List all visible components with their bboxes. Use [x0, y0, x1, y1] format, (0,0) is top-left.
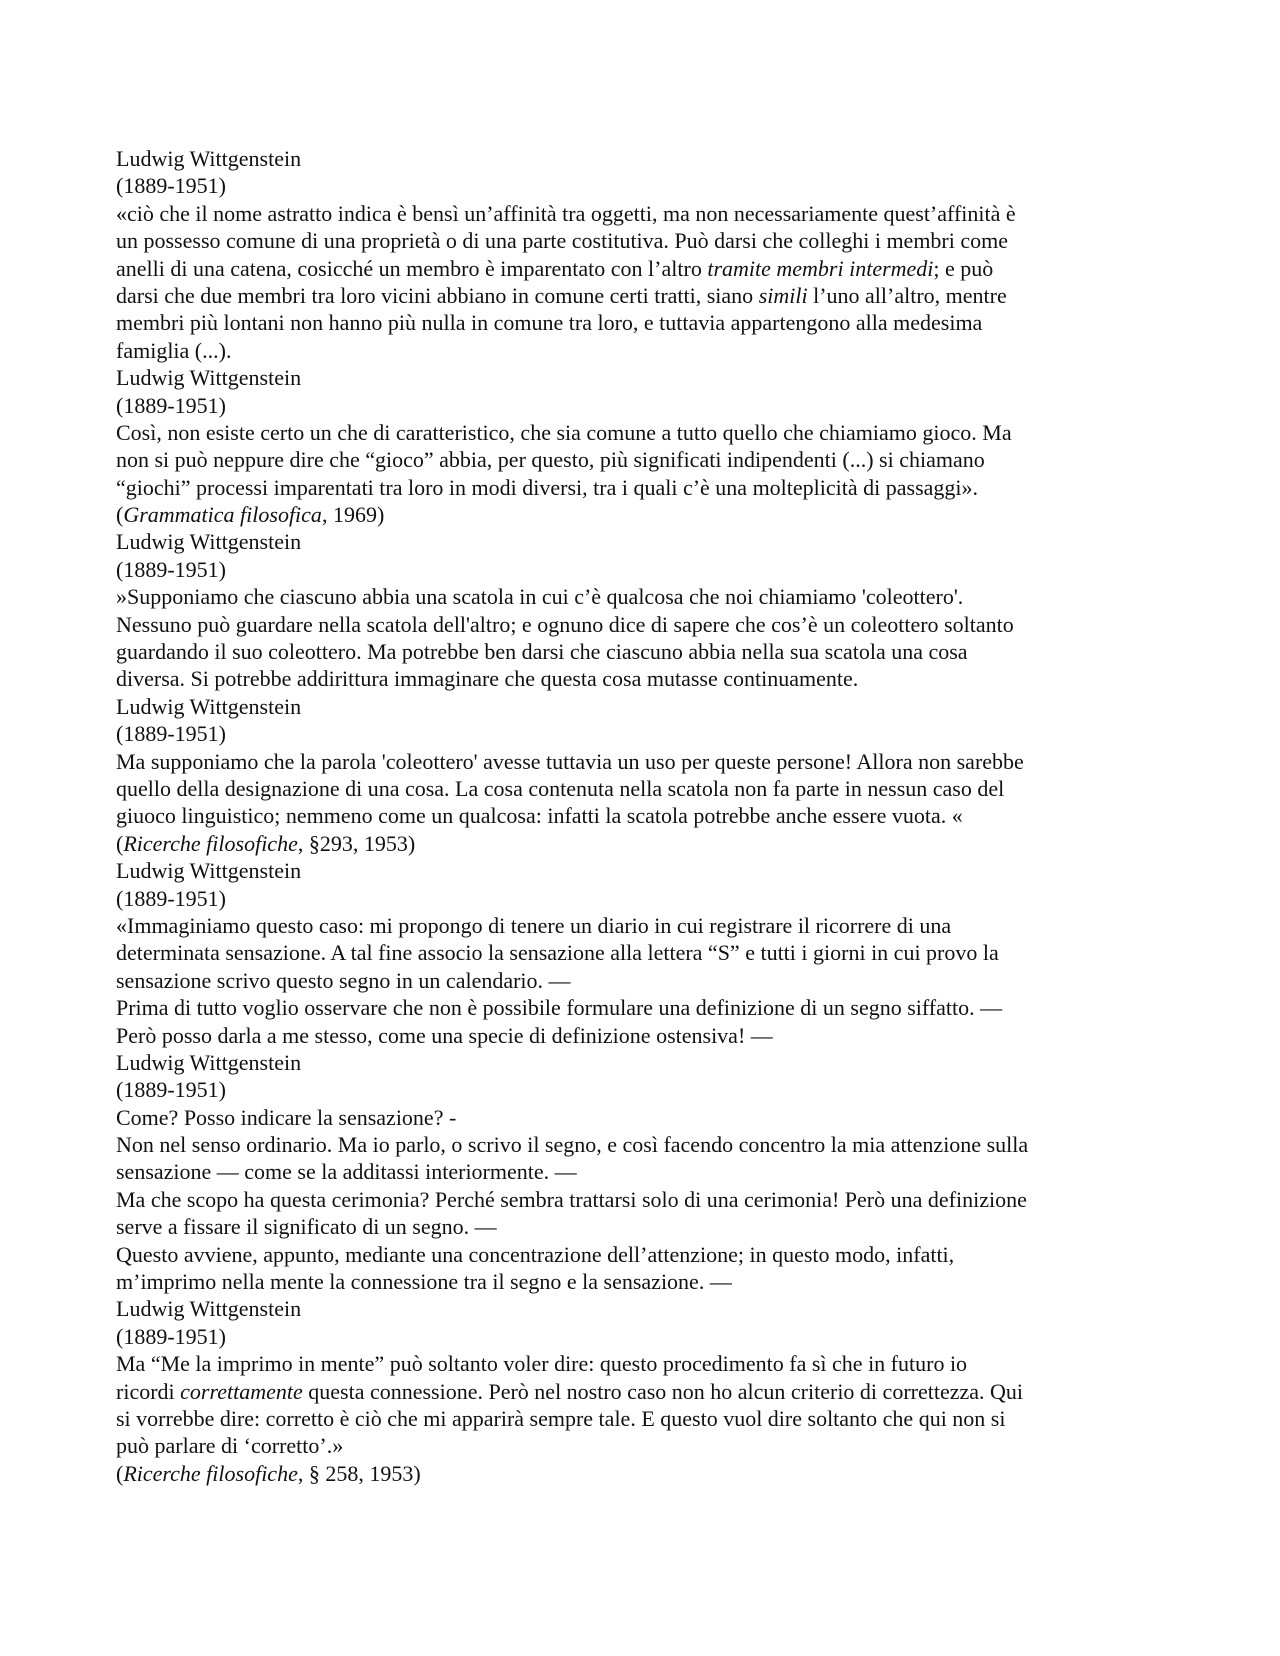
book-title: Ricerche filosofiche	[123, 1460, 298, 1486]
author-dates: (1889-1951)	[116, 1323, 226, 1349]
quote-line: Ma supponiamo che la parola 'coleottero' avesse tuttavia un uso per queste persone! Allora non sarebbe	[116, 748, 1024, 774]
quote-text: ricordi	[116, 1378, 181, 1404]
citation-year: , 1969)	[321, 502, 385, 528]
quote-line: serve a fissare il significato di un segno. —	[116, 1214, 497, 1240]
author-dates: (1889-1951)	[116, 556, 226, 582]
quote-line: «Immaginiamo questo caso: mi propongo di tenere un diario in cui registrare il ricorrere di una	[116, 912, 952, 938]
author-name: Ludwig Wittgenstein	[116, 365, 302, 391]
quote-line: Nessuno può guardare nella scatola dell'altro; e ognuno dice di sapere che cos’è un coleottero soltanto	[116, 611, 1014, 637]
emphasis-text: tramite membri intermedi	[707, 255, 934, 281]
author-name: Ludwig Wittgenstein	[116, 693, 302, 719]
quote-line: membri più lontani non hanno più nulla in comune tra loro, e tuttavia appartengono alla medesima	[116, 310, 983, 336]
document-body	[116, 145, 1176, 1487]
citation-paren: (	[116, 502, 124, 528]
quote-line: si vorrebbe dire: corretto è ciò che mi apparirà sempre tale. E questo vuol dire soltanto che qui non si	[116, 1405, 1006, 1431]
quote-line: Ma “Me la imprimo in mente” può soltanto voler dire: questo procedimento fa sì che in futuro io	[116, 1351, 968, 1377]
quote-line: un possesso comune di una proprietà o di una parte costitutiva. Può darsi che colleghi i membri come	[116, 228, 1009, 254]
quote-line: può parlare di ‘corretto’.»	[116, 1433, 344, 1459]
author-dates: (1889-1951)	[116, 885, 226, 911]
quote-line	[116, 255, 1176, 282]
quote-line: Come? Posso indicare la sensazione? -	[116, 1104, 457, 1130]
author-dates: (1889-1951)	[116, 1077, 226, 1103]
quote-line: Questo avviene, appunto, mediante una concentrazione dell’attenzione; in questo modo, infatti,	[116, 1241, 955, 1267]
quote-line: «ciò che il nome astratto indica è bensì un’affinità tra oggetti, ma non necessariamente quest’affinità è	[116, 200, 1016, 226]
quote-line: “giochi” processi imparentati tra loro in modi diversi, tra i quali c’è una molteplicità di passaggi».	[116, 474, 979, 500]
quote-line: guardando il suo coleottero. Ma potrebbe ben darsi che ciascuno abbia nella sua scatola una cosa	[116, 639, 968, 665]
quote-line	[116, 282, 1176, 309]
quote-paragraph	[116, 748, 1176, 858]
citation-year: , §293, 1953)	[297, 830, 416, 856]
quote-paragraph	[116, 1104, 1176, 1296]
quote-line: non si può neppure dire che “gioco” abbia, per questo, più significati indipendenti (...) si chiamano	[116, 447, 985, 473]
quote-line: Però posso darla a me stesso, come una specie di definizione ostensiva! —	[116, 1022, 773, 1048]
source-citation	[116, 501, 1176, 528]
quote-line: Ma che scopo ha questa cerimonia? Perché sembra trattarsi solo di una cerimonia! Però una definizione	[116, 1186, 1027, 1212]
citation-year: , § 258, 1953)	[297, 1460, 421, 1486]
quote-text: darsi che due membri tra loro vicini abbiano in comune certi tratti, siano	[116, 282, 759, 308]
quote-line: Prima di tutto voglio osservare che non è possibile formulare una definizione di un segno siffatto. —	[116, 995, 1003, 1021]
source-citation	[116, 830, 1176, 857]
quote-line: giuoco linguistico; nemmeno come un qualcosa: infatti la scatola potrebbe anche essere vuota. «	[116, 803, 963, 829]
quote-line: »Supponiamo che ciascuno abbia una scatola in cui c’è qualcosa che noi chiamiamo 'coleottero'.	[116, 584, 964, 610]
quote-text: l’uno all’altro, mentre	[807, 282, 1007, 308]
quote-line: famiglia (...).	[116, 337, 232, 363]
quote-text: questa connessione. Però nel nostro caso non ho alcun criterio di correttezza. Qui	[302, 1378, 1024, 1404]
emphasis-text: simili	[758, 282, 808, 308]
author-name: Ludwig Wittgenstein	[116, 146, 302, 171]
quote-line: Non nel senso ordinario. Ma io parlo, o scrivo il segno, e così facendo concentro la mia attenzione sulla	[116, 1132, 1029, 1158]
book-title: Ricerche filosofiche	[123, 830, 298, 856]
quote-line: sensazione — come se la additassi interiormente. —	[116, 1159, 577, 1185]
quote-line: determinata sensazione. A tal fine associo la sensazione alla lettera “S” e tutti i giorni in cui provo la	[116, 940, 999, 966]
quote-paragraph	[116, 912, 1176, 1049]
quote-text: ; e può	[933, 255, 994, 281]
source-citation	[116, 1460, 1176, 1487]
quote-line: sensazione scrivo questo segno in un calendario. —	[116, 967, 571, 993]
author-dates: (1889-1951)	[116, 392, 226, 418]
quote-line: m’imprimo nella mente la connessione tra il segno e la sensazione. —	[116, 1269, 732, 1295]
author-name: Ludwig Wittgenstein	[116, 1049, 302, 1075]
quote-paragraph	[116, 1350, 1176, 1487]
book-title: Grammatica filosofica	[123, 502, 322, 528]
citation-paren: (	[116, 830, 124, 856]
citation-paren: (	[116, 1460, 124, 1486]
quote-line	[116, 1378, 1176, 1405]
author-name: Ludwig Wittgenstein	[116, 858, 302, 884]
quote-paragraph	[116, 583, 1176, 693]
quote-paragraph	[116, 419, 1176, 529]
quote-line: Così, non esiste certo un che di caratteristico, che sia comune a tutto quello che chiamiamo gioco. Ma	[116, 419, 1012, 445]
quote-line: diversa. Si potrebbe addirittura immaginare che questa cosa mutasse continuamente.	[116, 666, 859, 692]
emphasis-text: correttamente	[180, 1378, 303, 1404]
author-name: Ludwig Wittgenstein	[116, 1296, 302, 1322]
quote-paragraph	[116, 200, 1176, 364]
author-dates: (1889-1951)	[116, 173, 226, 199]
quote-line: quello della designazione di una cosa. La cosa contenuta nella scatola non fa parte in nessun caso del	[116, 775, 1005, 801]
quote-text: anelli di una catena, cosicché un membro è imparentato con l’altro	[116, 255, 708, 281]
author-dates: (1889-1951)	[116, 721, 226, 747]
author-name: Ludwig Wittgenstein	[116, 529, 302, 555]
